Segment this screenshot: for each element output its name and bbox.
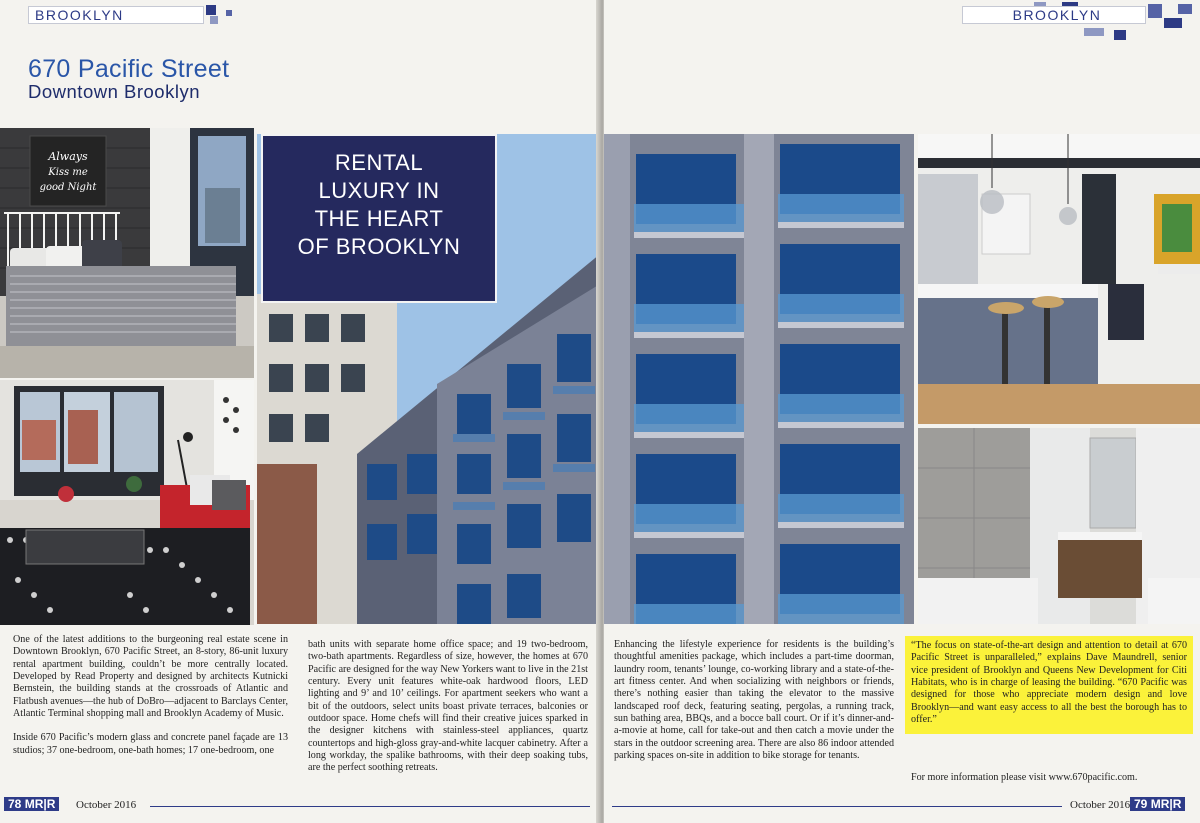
pixel-decoration <box>1148 4 1162 18</box>
body-column-2 <box>308 639 588 787</box>
callout-line: LUXURY IN <box>318 178 440 203</box>
page-number: 78 <box>8 797 22 811</box>
magazine-logo: MR|R <box>24 797 56 811</box>
divider <box>150 806 590 807</box>
folio-badge <box>4 797 59 811</box>
callout-line: RENTAL <box>334 150 424 175</box>
highlighted-quote <box>905 636 1193 734</box>
neon-sign-line: good Night <box>39 182 97 193</box>
pixel-decoration <box>1114 30 1126 40</box>
neon-sign-line: Kiss me <box>48 167 88 178</box>
pixel-decoration <box>226 10 232 16</box>
pixel-decoration <box>1178 4 1192 14</box>
section-tag: BROOKLYN <box>28 6 204 24</box>
quote-text: “The focus on state-of-the-art design and attention to detail at 670 Pacific Street is unparalleled,” explains Dave Maundrell, senior vice president of Brooklyn and Queens New Development for Citi Habitats, who is in charge of leasing the building. “670 Pacific was designed for those who appreciate modern design and love Brooklyn—and want easy access to all the best the borough has to offer.” <box>911 640 1187 726</box>
pixel-decoration <box>1084 28 1104 36</box>
bedroom-photo <box>0 128 254 378</box>
right-page <box>604 0 1200 823</box>
folio-badge <box>1130 797 1185 811</box>
section-tag: BROOKLYN <box>962 6 1146 24</box>
body-paragraph: bath units with separate home office space; and 19 two-bedroom, two-bath apartments. Regardless of size, however, the homes at 670 Pacific are designed for the way New Yorkers want to live in the 21st century. Every unit features white-oak hardwood floors, LED lighting and 9’ and 10’ ceilings. For apartment seekers who want a bit of the outdoors, select units boast private terraces, balconies or outdoor space. Home chefs will find their creative juices sparked in the designer kitchens with stainless-steel appliances, quartz countertops and high-gloss gray-and-white lacquer cabinetry. After a long workday, the spalike bathrooms, with their deep soaking tubs, are the perfect soothing retreats. <box>308 639 588 774</box>
page-number: 79 <box>1134 797 1148 811</box>
body-column-3 <box>614 639 894 774</box>
pixel-decoration <box>206 5 216 15</box>
body-paragraph: Inside 670 Pacific’s modern glass and concrete panel façade are 13 studios; 37 one-bedroom, one-bath homes; 17 one-bedroom, one <box>13 732 288 756</box>
callout-line: OF BROOKLYN <box>297 234 461 259</box>
bathroom-photo <box>918 428 1200 624</box>
building-photo-right <box>604 134 914 624</box>
callout-box <box>261 134 497 303</box>
body-column-1 <box>13 634 288 769</box>
body-paragraph: Enhancing the lifestyle experience for residents is the building’s thoughtful amenities package, which includes a part-time doorman, laundry room, tenants’ lounge, co-working library and a state-of-the-art fitness center. And when socializing with neighbors or friends, there’s nothing easier than taking the elevator to the massive landscaped roof deck, featuring seating, pergolas, a running track, sun bathing area, BBQs, and a bocce ball court. Or if it’s dinner-and-a-movie at home, call for take-out and then catch a movie under the stars in the outdoor screening area. There are also 86 indoor attended parking spaces on-site in addition to bike storage for tenants. <box>614 639 894 762</box>
divider <box>612 806 1062 807</box>
body-paragraph: One of the latest additions to the burgeoning real estate scene in Downtown Brooklyn, 670 Pacific Street, an 8-story, 86-unit luxury rental apartment building, couldn’t be more centrally located. Developed by Read Property and designed by architects Kutnicki Bernstein, the building stands at the crossroads of Atlantic and Flatbush avenues—the hub of DoBro—adjacent to Barclays Center, Atlantic Terminal shopping mall and Brooklyn Academy of Music. <box>13 634 288 720</box>
living-room-photo <box>0 380 254 625</box>
callout-line: THE HEART <box>314 206 444 231</box>
neon-sign-line: Always <box>48 150 88 163</box>
page-title: 670 Pacific Street <box>28 55 230 83</box>
magazine-logo: MR|R <box>1150 797 1182 811</box>
pixel-decoration <box>210 16 218 24</box>
folio-date: October 2016 <box>76 799 137 811</box>
page-subtitle: Downtown Brooklyn <box>28 81 200 102</box>
more-info: For more information please visit www.670pacific.com. <box>911 772 1138 783</box>
kitchen-photo <box>918 134 1200 424</box>
folio-date: October 2016 <box>1070 799 1131 811</box>
pixel-decoration <box>1164 18 1182 28</box>
